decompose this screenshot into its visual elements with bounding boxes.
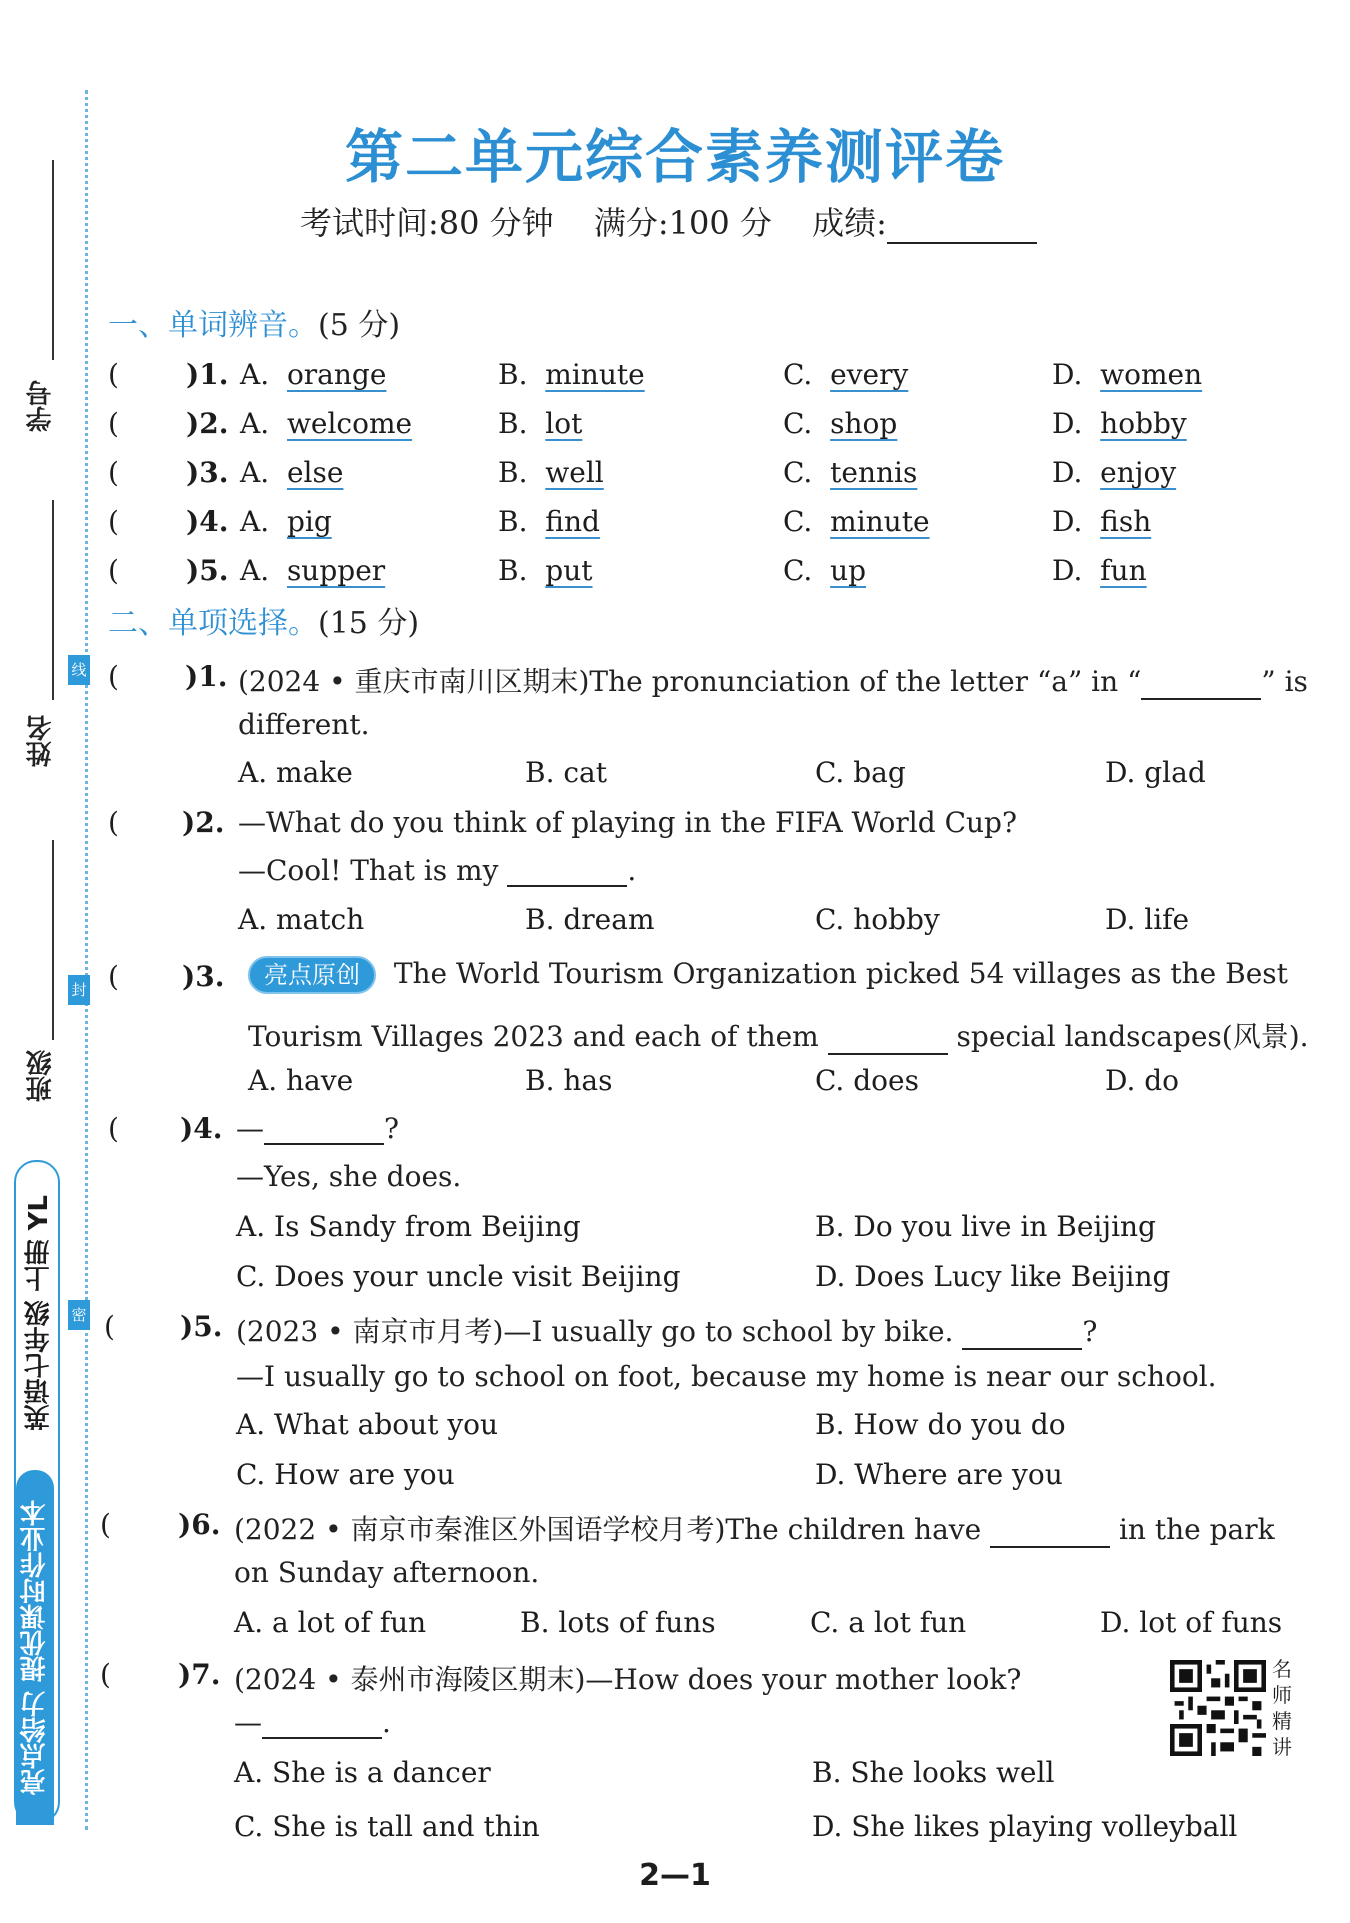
option-letter: A. bbox=[240, 554, 270, 587]
option-a[interactable]: A. have bbox=[248, 1064, 354, 1097]
option-b[interactable]: B. lots of funs bbox=[520, 1606, 716, 1639]
option-letter: B. bbox=[498, 456, 528, 489]
option-c[interactable]: C. She is tall and thin bbox=[234, 1810, 540, 1843]
option-b[interactable]: B. How do you do bbox=[815, 1408, 1066, 1441]
option-word: fun bbox=[1100, 554, 1147, 587]
q4-blank[interactable] bbox=[264, 1115, 384, 1145]
option-a[interactable] bbox=[240, 358, 386, 391]
option-d[interactable] bbox=[1052, 358, 1202, 391]
class-label: 班级 bbox=[26, 1050, 56, 1102]
option-letter: A. bbox=[240, 456, 270, 489]
option-letter: A. bbox=[240, 505, 270, 538]
question-number: )2. bbox=[186, 407, 229, 440]
option-word: welcome bbox=[286, 407, 413, 440]
option-c[interactable] bbox=[783, 407, 897, 440]
option-a[interactable]: A. make bbox=[238, 756, 353, 789]
q6-text: (2022 • 南京市秦淮区外国语学校月考)The children have bbox=[234, 1513, 982, 1546]
answer-paren[interactable]: ( bbox=[108, 1112, 119, 1145]
option-word: lot bbox=[545, 407, 583, 440]
section-1-title bbox=[108, 300, 400, 344]
q7-line2 bbox=[234, 1706, 391, 1739]
answer-paren[interactable]: ( bbox=[108, 806, 119, 839]
option-word: orange bbox=[286, 358, 387, 391]
q2-text-end: . bbox=[627, 854, 637, 887]
seal-mark-mi: 密 bbox=[68, 1300, 90, 1330]
q2-blank[interactable] bbox=[507, 857, 627, 887]
q3-blank[interactable] bbox=[828, 1025, 948, 1055]
q7-text-end: . bbox=[382, 1706, 391, 1739]
option-letter: D. bbox=[1052, 456, 1083, 489]
qr-label: 名师精讲 bbox=[1272, 1657, 1292, 1759]
option-word: else bbox=[286, 456, 344, 489]
answer-paren[interactable]: ( bbox=[108, 505, 119, 538]
option-d[interactable]: D. Where are you bbox=[815, 1458, 1063, 1491]
brand-label: 亮点给力 提优课时作业本 bbox=[16, 1470, 54, 1825]
option-d[interactable] bbox=[1052, 505, 1151, 538]
option-c[interactable] bbox=[783, 554, 866, 587]
q7-blank[interactable] bbox=[262, 1709, 382, 1739]
option-letter: C. bbox=[783, 505, 813, 538]
question-number: )6. bbox=[178, 1508, 221, 1541]
option-letter: A. bbox=[240, 407, 270, 440]
option-word: tennis bbox=[830, 456, 918, 489]
option-b[interactable] bbox=[498, 358, 645, 391]
option-b[interactable]: B. cat bbox=[525, 756, 608, 789]
option-b[interactable] bbox=[498, 407, 582, 440]
question-number: )1. bbox=[185, 660, 228, 693]
q4-dash: — bbox=[236, 1112, 264, 1145]
q1-text-end: ” is bbox=[1261, 665, 1308, 698]
answer-paren[interactable]: ( bbox=[100, 1508, 111, 1541]
q1-line2: different. bbox=[238, 708, 370, 741]
option-c[interactable] bbox=[783, 505, 930, 538]
q7-line1: (2024 • 泰州市海陵区期末)—How does your mother look? bbox=[234, 1663, 1022, 1696]
option-a[interactable] bbox=[240, 407, 412, 440]
option-word: well bbox=[545, 456, 604, 489]
answer-paren[interactable]: ( bbox=[108, 960, 119, 993]
score-label: 成绩: bbox=[812, 204, 887, 242]
q3-line2 bbox=[248, 1015, 1309, 1055]
option-letter: C. bbox=[783, 554, 813, 587]
option-word: put bbox=[545, 554, 593, 587]
option-word: find bbox=[545, 505, 600, 538]
q7-dash: — bbox=[234, 1706, 262, 1739]
question-number: )7. bbox=[178, 1658, 221, 1691]
option-a[interactable]: A. a lot of fun bbox=[234, 1606, 427, 1639]
q5-blank[interactable] bbox=[962, 1320, 1082, 1350]
name-label: 姓名 bbox=[26, 715, 56, 767]
exam-info bbox=[300, 198, 1067, 244]
option-word: enjoy bbox=[1100, 456, 1177, 489]
answer-paren[interactable]: ( bbox=[108, 456, 119, 489]
option-letter: A. bbox=[240, 358, 270, 391]
question-number: )3. bbox=[182, 960, 225, 993]
option-word: hobby bbox=[1100, 407, 1187, 440]
option-letter: C. bbox=[783, 456, 813, 489]
question-number: )1. bbox=[186, 358, 229, 391]
q6-line1 bbox=[234, 1508, 1275, 1548]
option-letter: D. bbox=[1052, 358, 1083, 391]
option-letter: B. bbox=[498, 358, 528, 391]
option-c[interactable]: C. Does your uncle visit Beijing bbox=[236, 1260, 681, 1293]
option-d[interactable]: D. glad bbox=[1105, 756, 1206, 789]
q5-line2: —I usually go to school on foot, because my home is near our school. bbox=[236, 1360, 1217, 1393]
question-number: )5. bbox=[186, 554, 229, 587]
option-b[interactable]: B. dream bbox=[525, 903, 655, 936]
seal-mark-feng: 封 bbox=[68, 975, 90, 1005]
option-d[interactable]: D. do bbox=[1105, 1064, 1180, 1097]
exam-time: 考试时间:80 分钟 bbox=[300, 204, 554, 242]
option-b[interactable] bbox=[498, 456, 604, 489]
option-c[interactable]: C. How are you bbox=[236, 1458, 455, 1491]
option-word: shop bbox=[830, 407, 898, 440]
option-letter: C. bbox=[783, 407, 813, 440]
option-a[interactable] bbox=[240, 554, 385, 587]
question-number: )4. bbox=[186, 505, 229, 538]
option-d[interactable]: D. life bbox=[1105, 903, 1190, 936]
option-d[interactable]: D. lot of funs bbox=[1100, 1606, 1283, 1639]
page-number: 2—1 bbox=[639, 1858, 711, 1893]
q3-text-end: special landscapes(风景). bbox=[956, 1020, 1309, 1053]
option-letter: B. bbox=[498, 407, 528, 440]
qr-code-icon[interactable] bbox=[1170, 1660, 1266, 1756]
student-id-label: 学号 bbox=[26, 380, 56, 432]
question-1-stem bbox=[238, 660, 1308, 700]
option-d[interactable] bbox=[1052, 554, 1147, 587]
q6-text-end: in the park bbox=[1118, 1513, 1275, 1546]
q5-line1 bbox=[236, 1310, 1097, 1350]
section-1-points: (5 分) bbox=[318, 308, 401, 343]
section-2-points: (15 分) bbox=[318, 606, 420, 641]
option-d[interactable]: D. Does Lucy like Beijing bbox=[815, 1260, 1171, 1293]
q1-text: (2024 • 重庆市南川区期末)The pronunciation of the letter “a” in “ bbox=[238, 665, 1142, 698]
q3-text: The World Tourism Organization picked 54 villages as the Best bbox=[393, 957, 1288, 990]
score-blank[interactable] bbox=[887, 212, 1037, 244]
option-letter: C. bbox=[783, 358, 813, 391]
name-line bbox=[52, 500, 54, 700]
option-letter: D. bbox=[1052, 505, 1083, 538]
q5-text: (2023 • 南京市月考)—I usually go to school by bike. bbox=[236, 1315, 954, 1348]
cut-line bbox=[85, 90, 88, 1830]
answer-paren[interactable]: ( bbox=[108, 554, 119, 587]
option-word: every bbox=[830, 358, 909, 391]
option-c[interactable]: C. bag bbox=[815, 756, 906, 789]
q4-line1 bbox=[236, 1112, 399, 1145]
q6-blank[interactable] bbox=[990, 1518, 1110, 1548]
question-number: )2. bbox=[182, 806, 225, 839]
binding-margin bbox=[0, 0, 100, 1923]
option-word: minute bbox=[830, 505, 930, 538]
original-badge: 亮点原创 bbox=[248, 956, 376, 994]
answer-paren[interactable]: ( bbox=[108, 660, 119, 693]
option-d[interactable] bbox=[1052, 407, 1187, 440]
option-a[interactable]: A. She is a dancer bbox=[234, 1756, 491, 1789]
option-c[interactable] bbox=[783, 358, 908, 391]
option-a[interactable]: A. match bbox=[238, 903, 365, 936]
option-letter: B. bbox=[498, 505, 528, 538]
class-line bbox=[52, 840, 54, 1040]
option-a[interactable] bbox=[240, 456, 343, 489]
option-letter: D. bbox=[1052, 554, 1083, 587]
q1-blank[interactable] bbox=[1141, 670, 1261, 700]
section-2-title bbox=[108, 598, 419, 642]
option-letter: D. bbox=[1052, 407, 1083, 440]
q2-line1: —What do you think of playing in the FIFA World Cup? bbox=[238, 806, 1017, 839]
option-word: up bbox=[830, 554, 867, 587]
option-b[interactable]: B. Do you live in Beijing bbox=[815, 1210, 1156, 1243]
option-a[interactable] bbox=[240, 505, 332, 538]
q4-text-end: ? bbox=[384, 1112, 400, 1145]
option-c[interactable]: C. a lot fun bbox=[810, 1606, 967, 1639]
page-title: 第二单元综合素养测评卷 bbox=[344, 123, 1005, 191]
answer-paren[interactable]: ( bbox=[108, 358, 119, 391]
q2-line2 bbox=[238, 854, 636, 887]
seal-mark-xian: 线 bbox=[68, 655, 90, 685]
option-b[interactable] bbox=[498, 554, 593, 587]
option-letter: B. bbox=[498, 554, 528, 587]
option-word: supper bbox=[286, 554, 386, 587]
option-a[interactable]: A. Is Sandy from Beijing bbox=[236, 1210, 581, 1243]
question-number: )4. bbox=[180, 1112, 223, 1145]
option-b[interactable]: B. She looks well bbox=[812, 1756, 1055, 1789]
answer-paren[interactable]: ( bbox=[104, 1310, 115, 1343]
q4-line2: —Yes, she does. bbox=[236, 1160, 462, 1193]
option-c[interactable]: C. hobby bbox=[815, 903, 940, 936]
q6-line2: on Sunday afternoon. bbox=[234, 1556, 540, 1589]
q3-text2: Tourism Villages 2023 and each of them bbox=[248, 1020, 819, 1053]
section-1-heading: 一、单词辨音。 bbox=[108, 308, 318, 343]
answer-paren[interactable]: ( bbox=[108, 407, 119, 440]
q5-text-end: ? bbox=[1082, 1315, 1098, 1348]
q2-text: —Cool! That is my bbox=[238, 854, 499, 887]
option-c[interactable] bbox=[783, 456, 917, 489]
q3-line1 bbox=[248, 956, 1288, 994]
option-word: fish bbox=[1100, 505, 1152, 538]
option-d[interactable]: D. She likes playing volleyball bbox=[812, 1810, 1238, 1843]
option-a[interactable]: A. What about you bbox=[236, 1408, 499, 1441]
option-b[interactable] bbox=[498, 505, 600, 538]
series-label: 英语七年级 上册 YL bbox=[24, 1195, 54, 1431]
option-word: women bbox=[1100, 358, 1203, 391]
option-c[interactable]: C. does bbox=[815, 1064, 919, 1097]
option-word: minute bbox=[545, 358, 645, 391]
answer-paren[interactable]: ( bbox=[100, 1658, 111, 1691]
option-word: pig bbox=[286, 505, 332, 538]
option-b[interactable]: B. has bbox=[525, 1064, 613, 1097]
option-d[interactable] bbox=[1052, 456, 1176, 489]
question-number: )3. bbox=[186, 456, 229, 489]
full-score: 满分:100 分 bbox=[593, 204, 772, 242]
question-number: )5. bbox=[180, 1310, 223, 1343]
section-2-heading: 二、单项选择。 bbox=[108, 606, 318, 641]
